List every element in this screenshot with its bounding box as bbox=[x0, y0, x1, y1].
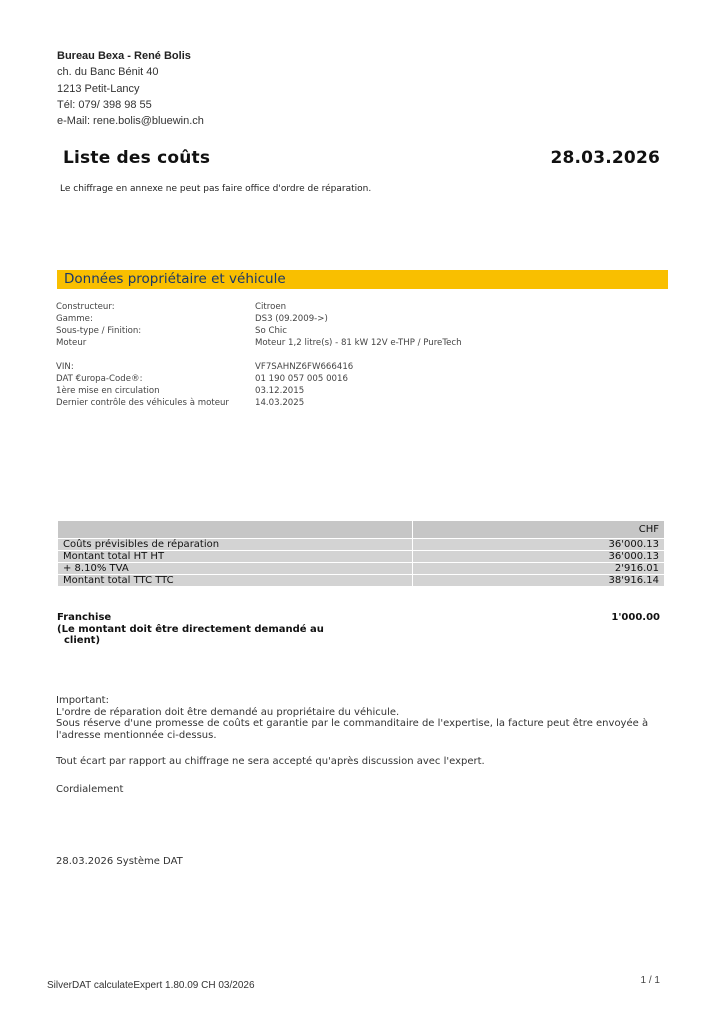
system-date: 28.03.2026 Système DAT bbox=[56, 856, 183, 867]
software-version: SilverDAT calculateExpert 1.80.09 CH 03/2026 bbox=[47, 980, 255, 991]
cost-value: 2'916.01 bbox=[413, 563, 665, 575]
cost-label: Coûts prévisibles de réparation bbox=[58, 539, 413, 551]
vehicle-detail-label: Dernier contrôle des véhicules à moteur bbox=[56, 398, 229, 408]
vehicle-detail-value: So Chic bbox=[255, 326, 288, 336]
cost-table-header bbox=[58, 521, 665, 539]
vehicle-detail-value: Citroen bbox=[255, 302, 287, 312]
vehicle-detail-label: Moteur bbox=[56, 338, 87, 348]
deviation-note: Tout écart par rapport au chiffrage ne sera accepté qu'après discussion avec l'expert. bbox=[56, 756, 485, 767]
sender-address bbox=[57, 48, 204, 129]
vehicle-detail-label: Sous-type / Finition: bbox=[56, 326, 142, 336]
document-date: 28.03.2026 bbox=[550, 148, 660, 168]
franchise-block bbox=[57, 612, 324, 647]
franchise-note-cont: client) bbox=[64, 635, 101, 646]
vehicle-detail-value: 14.03.2025 bbox=[255, 398, 305, 408]
vehicle-detail-value: 01 190 057 005 0016 bbox=[255, 374, 348, 384]
important-line: L'ordre de réparation doit être demandé au propriétaire du véhicule. bbox=[56, 706, 400, 718]
currency-header: CHF bbox=[413, 521, 665, 539]
important-notes bbox=[56, 695, 648, 741]
cost-value: 38'916.14 bbox=[413, 575, 665, 587]
cost-header-blank bbox=[58, 521, 413, 539]
vehicle-detail-value: 03.12.2015 bbox=[255, 386, 305, 396]
document-title: Liste des coûts bbox=[63, 148, 211, 168]
sender-city: 1213 Petit-Lancy bbox=[57, 82, 140, 95]
page-number: 1 / 1 bbox=[640, 975, 660, 986]
cost-row bbox=[58, 551, 665, 563]
cost-summary-table bbox=[57, 520, 665, 587]
important-title: Important: bbox=[56, 695, 109, 706]
vehicle-detail-value: Moteur 1,2 litre(s) - 81 kW 12V e-THP / PureTech bbox=[255, 338, 462, 348]
vehicle-detail-label: 1ère mise en circulation bbox=[56, 386, 160, 396]
sender-name: Bureau Bexa - René Bolis bbox=[57, 50, 191, 62]
franchise-note: (Le montant doit être directement demandé au bbox=[57, 623, 324, 635]
sender-email: e-Mail: rene.bolis@bluewin.ch bbox=[57, 115, 204, 128]
vehicle-detail-label: VIN: bbox=[56, 362, 74, 372]
cost-label: Montant total HT HT bbox=[58, 551, 413, 563]
cost-label: + 8.10% TVA bbox=[58, 563, 413, 575]
closing-regards: Cordialement bbox=[56, 784, 124, 795]
vehicle-section-header bbox=[57, 270, 668, 289]
sender-phone: Tél: 079/ 398 98 55 bbox=[57, 98, 152, 111]
vehicle-detail-value: DS3 (09.2009->) bbox=[255, 314, 328, 324]
vehicle-detail-label: Constructeur: bbox=[56, 302, 115, 312]
franchise-label: Franchise bbox=[57, 612, 112, 623]
franchise-value: 1'000.00 bbox=[611, 612, 660, 623]
important-line: l'adresse mentionnée ci-dessus. bbox=[56, 729, 217, 741]
sender-street: ch. du Banc Bénit 40 bbox=[57, 66, 159, 79]
cost-row bbox=[58, 575, 665, 587]
cost-row bbox=[58, 563, 665, 575]
vehicle-detail-label: DAT €uropa-Code®: bbox=[56, 374, 143, 384]
important-line: Sous réserve d'une promesse de coûts et garantie par le commanditaire de l'expertise, la facture peut être envoyée à bbox=[56, 718, 649, 729]
vehicle-detail-value: VF7SAHNZ6FW666416 bbox=[255, 362, 354, 372]
disclaimer-text: Le chiffrage en annexe ne peut pas faire office d'ordre de réparation. bbox=[60, 184, 372, 194]
vehicle-detail-label: Gamme: bbox=[56, 314, 93, 324]
cost-value: 36'000.13 bbox=[413, 539, 665, 551]
vehicle-section-title: Données propriétaire et véhicule bbox=[64, 271, 286, 287]
cost-row bbox=[58, 539, 665, 551]
cost-label: Montant total TTC TTC bbox=[58, 575, 413, 587]
cost-value: 36'000.13 bbox=[413, 551, 665, 563]
